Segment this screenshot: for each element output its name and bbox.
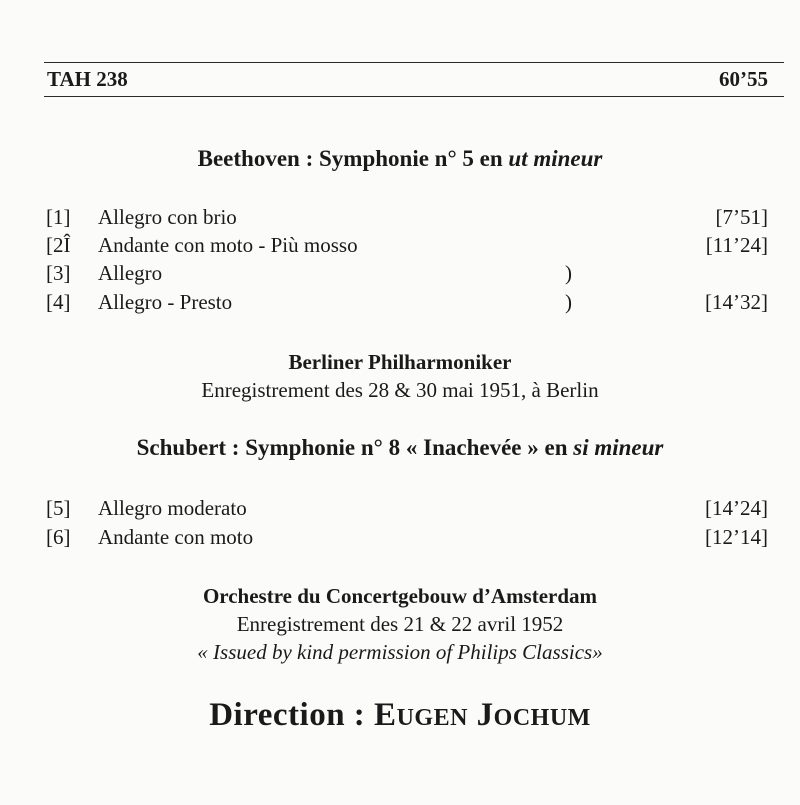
track-duration: [14’24] bbox=[705, 496, 768, 520]
work1-recording: Enregistrement des 28 & 30 mai 1951, à Berlin bbox=[201, 378, 599, 402]
track-number: [1] bbox=[46, 205, 71, 229]
track-row bbox=[0, 233, 800, 261]
track-bracket: ) bbox=[565, 261, 572, 285]
track-row bbox=[0, 261, 800, 289]
conductor-first-initial: E bbox=[374, 697, 397, 733]
track-duration: [7’51] bbox=[715, 205, 768, 229]
track-number: [2Î bbox=[46, 233, 71, 257]
work1-title-text: Beethoven : Symphonie n° 5 en bbox=[197, 146, 509, 171]
header-rule-bottom bbox=[44, 96, 784, 97]
work2-title-text: Schubert : Symphonie n° 8 « Inachevée » en bbox=[136, 435, 574, 460]
track-name: Andante con moto - Più mosso bbox=[98, 233, 358, 257]
work2-title bbox=[0, 435, 800, 461]
permission-notice: « Issued by kind permission of Philips Classics» bbox=[197, 640, 603, 664]
conductor-credit bbox=[0, 697, 800, 734]
direction-label: Direction : bbox=[209, 697, 375, 733]
track-bracket: ) bbox=[565, 290, 572, 314]
work2-orchestra: Orchestre du Concertgebouw d’Amsterdam bbox=[202, 584, 598, 608]
track-row bbox=[0, 496, 800, 524]
track-number: [4] bbox=[46, 290, 71, 314]
track-name: Allegro bbox=[98, 261, 163, 285]
track-name: Allegro - Presto bbox=[98, 290, 233, 314]
track-row bbox=[0, 205, 800, 233]
track-duration: [12’14] bbox=[705, 525, 768, 549]
work1-title-key: ut mineur bbox=[508, 146, 603, 171]
track-row bbox=[0, 525, 800, 553]
catalog-number: TAH 238 bbox=[47, 67, 128, 91]
work2-recording: Enregistrement des 21 & 22 avril 1952 bbox=[236, 612, 564, 636]
conductor-first-rest: UGEN bbox=[396, 705, 468, 731]
track-number: [5] bbox=[46, 496, 71, 520]
track-row bbox=[0, 290, 800, 318]
work1-title bbox=[0, 146, 800, 172]
total-duration: 60’55 bbox=[719, 67, 768, 91]
work2-title-key: si mineur bbox=[573, 435, 664, 460]
track-name: Andante con moto bbox=[98, 525, 254, 549]
track-name: Allegro moderato bbox=[98, 496, 247, 520]
conductor-last-rest: OCHUM bbox=[493, 705, 591, 731]
header-rule-top bbox=[44, 62, 784, 63]
conductor-last-initial: J bbox=[476, 697, 494, 733]
track-number: [3] bbox=[46, 261, 71, 285]
work1-orchestra: Berliner Philharmoniker bbox=[288, 350, 512, 374]
track-duration: [11’24] bbox=[705, 233, 768, 257]
track-name: Allegro con brio bbox=[98, 205, 237, 229]
track-number: [6] bbox=[46, 525, 71, 549]
track-duration: [14’32] bbox=[705, 290, 768, 314]
